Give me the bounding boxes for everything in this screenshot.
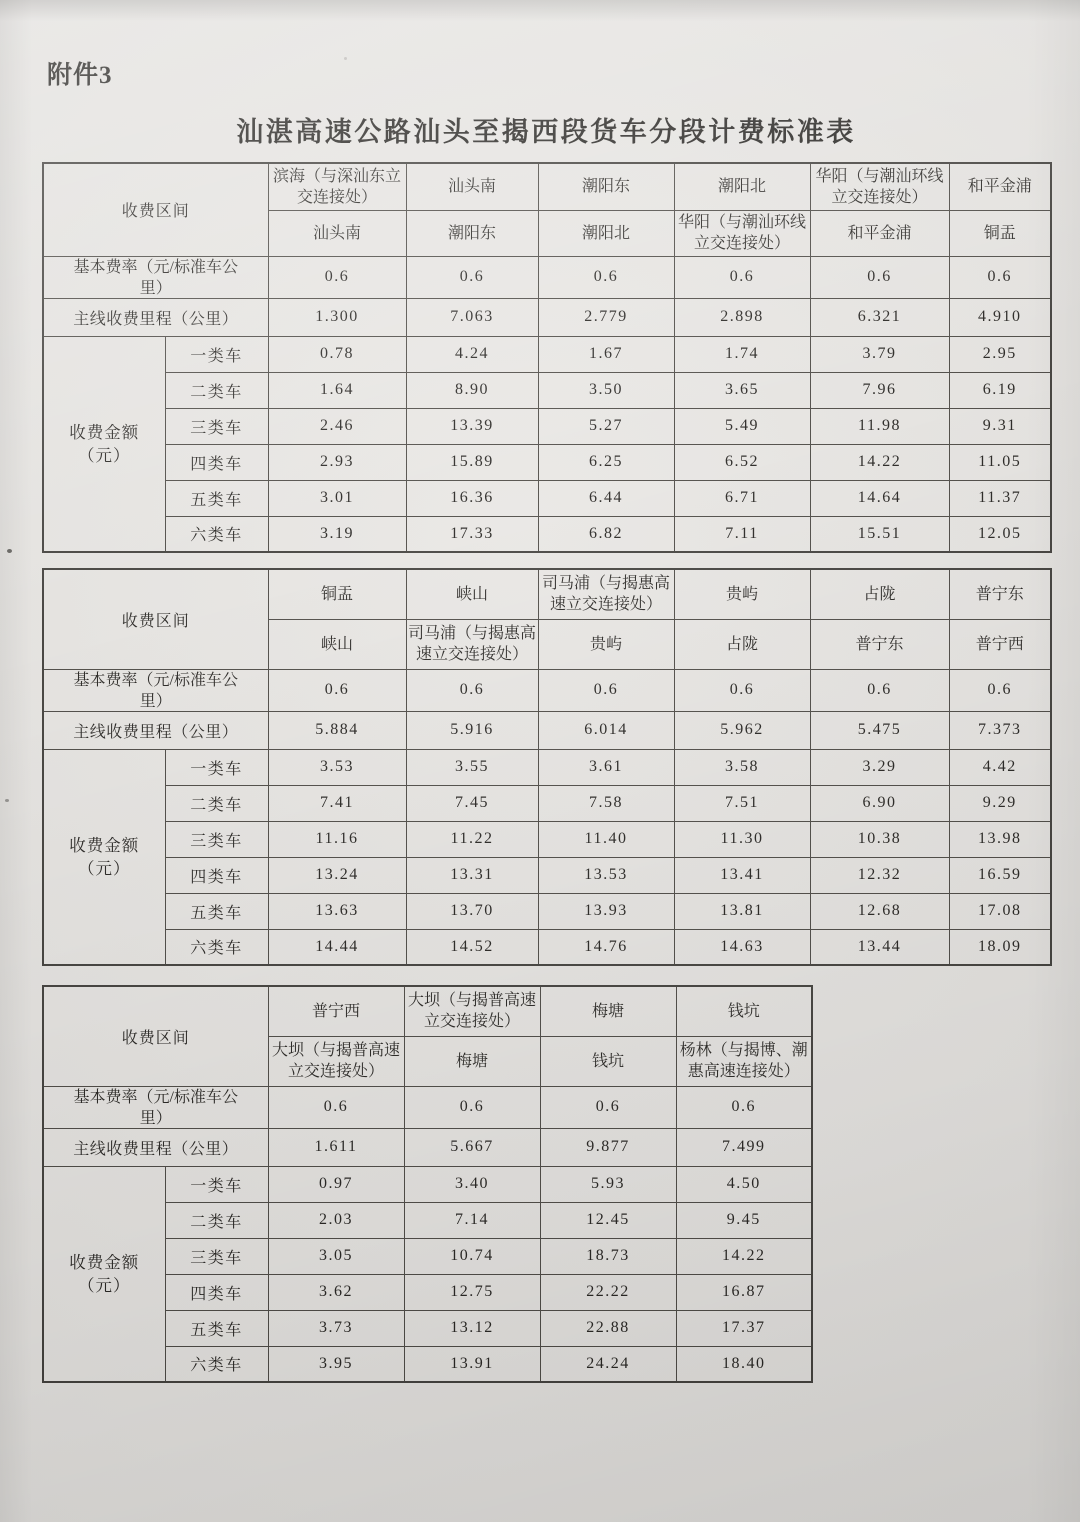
fee-value: 7.41 bbox=[268, 785, 406, 821]
from-station: 大坝（与揭普高速立交连接处） bbox=[404, 986, 540, 1036]
fee-value: 3.62 bbox=[268, 1274, 404, 1310]
to-station: 铜盂 bbox=[949, 210, 1051, 256]
mileage-value: 5.475 bbox=[810, 711, 949, 749]
fee-value: 17.08 bbox=[949, 893, 1051, 929]
fee-value: 1.64 bbox=[268, 372, 406, 408]
fee-value: 6.19 bbox=[949, 372, 1051, 408]
mileage-label: 主线收费里程（公里） bbox=[43, 711, 268, 749]
from-station: 潮阳东 bbox=[538, 163, 674, 210]
mileage-value: 5.667 bbox=[404, 1128, 540, 1166]
base-rate-value: 0.6 bbox=[538, 256, 674, 298]
to-station: 华阳（与潮汕环线立交连接处） bbox=[674, 210, 810, 256]
mileage-label: 主线收费里程（公里） bbox=[43, 298, 268, 336]
fee-value: 14.44 bbox=[268, 929, 406, 965]
attachment-label: 附件3 bbox=[47, 62, 113, 89]
vehicle-class-label: 三类车 bbox=[165, 408, 268, 444]
to-station: 司马浦（与揭惠高速立交连接处） bbox=[406, 619, 538, 669]
fee-value: 2.03 bbox=[268, 1202, 404, 1238]
to-station: 占陇 bbox=[674, 619, 810, 669]
fee-value: 17.33 bbox=[406, 516, 538, 552]
mileage-value: 5.916 bbox=[406, 711, 538, 749]
fee-value: 3.29 bbox=[810, 749, 949, 785]
toll-table-3 bbox=[42, 985, 813, 1383]
mileage-value: 1.300 bbox=[268, 298, 406, 336]
fee-value: 12.05 bbox=[949, 516, 1051, 552]
fee-value: 3.79 bbox=[810, 336, 949, 372]
to-station: 钱坑 bbox=[540, 1036, 676, 1086]
fee-value: 18.40 bbox=[676, 1346, 812, 1382]
fee-value: 13.12 bbox=[404, 1310, 540, 1346]
vehicle-class-label: 二类车 bbox=[165, 785, 268, 821]
to-station: 普宁西 bbox=[949, 619, 1051, 669]
to-station: 和平金浦 bbox=[810, 210, 949, 256]
base-rate-value: 0.6 bbox=[810, 256, 949, 298]
from-station: 华阳（与潮汕环线立交连接处） bbox=[810, 163, 949, 210]
fee-value: 17.37 bbox=[676, 1310, 812, 1346]
fee-value: 8.90 bbox=[406, 372, 538, 408]
vehicle-class-label: 一类车 bbox=[165, 749, 268, 785]
fee-value: 3.95 bbox=[268, 1346, 404, 1382]
fee-value: 14.22 bbox=[810, 444, 949, 480]
fee-value: 1.74 bbox=[674, 336, 810, 372]
fee-value: 13.70 bbox=[406, 893, 538, 929]
base-rate-value: 0.6 bbox=[810, 669, 949, 711]
section-header: 收费区间 bbox=[43, 986, 268, 1086]
scan-speck bbox=[5, 799, 9, 802]
fee-value: 13.31 bbox=[406, 857, 538, 893]
fee-value: 13.91 bbox=[404, 1346, 540, 1382]
base-rate-value: 0.6 bbox=[949, 256, 1051, 298]
base-rate-value: 0.6 bbox=[674, 669, 810, 711]
mileage-value: 6.014 bbox=[538, 711, 674, 749]
fee-value: 13.93 bbox=[538, 893, 674, 929]
fee-value: 18.73 bbox=[540, 1238, 676, 1274]
fee-value: 11.30 bbox=[674, 821, 810, 857]
fee-value: 0.97 bbox=[268, 1166, 404, 1202]
fee-value: 7.45 bbox=[406, 785, 538, 821]
fee-value: 7.51 bbox=[674, 785, 810, 821]
fee-value: 14.63 bbox=[674, 929, 810, 965]
fee-value: 3.65 bbox=[674, 372, 810, 408]
fee-value: 4.50 bbox=[676, 1166, 812, 1202]
from-station: 和平金浦 bbox=[949, 163, 1051, 210]
fee-value: 22.88 bbox=[540, 1310, 676, 1346]
fee-value: 6.52 bbox=[674, 444, 810, 480]
base-rate-value: 0.6 bbox=[406, 669, 538, 711]
vehicle-class-label: 三类车 bbox=[165, 1238, 268, 1274]
from-station: 普宁西 bbox=[268, 986, 404, 1036]
fee-value: 13.39 bbox=[406, 408, 538, 444]
fee-value: 3.61 bbox=[538, 749, 674, 785]
fee-value: 14.22 bbox=[676, 1238, 812, 1274]
fee-value: 3.53 bbox=[268, 749, 406, 785]
mileage-value: 2.779 bbox=[538, 298, 674, 336]
amount-label: 收费金额 （元） bbox=[43, 336, 165, 552]
fee-value: 12.75 bbox=[404, 1274, 540, 1310]
fee-value: 9.31 bbox=[949, 408, 1051, 444]
base-rate-value: 0.6 bbox=[268, 669, 406, 711]
fee-value: 6.82 bbox=[538, 516, 674, 552]
fee-value: 3.05 bbox=[268, 1238, 404, 1274]
fee-value: 3.19 bbox=[268, 516, 406, 552]
from-station: 普宁东 bbox=[949, 569, 1051, 619]
to-station: 潮阳北 bbox=[538, 210, 674, 256]
fee-value: 13.63 bbox=[268, 893, 406, 929]
toll-table-2 bbox=[42, 568, 1052, 966]
to-station: 普宁东 bbox=[810, 619, 949, 669]
base-rate-value: 0.6 bbox=[268, 256, 406, 298]
fee-value: 12.32 bbox=[810, 857, 949, 893]
mileage-value: 7.063 bbox=[406, 298, 538, 336]
base-rate-value: 0.6 bbox=[404, 1086, 540, 1128]
fee-value: 6.25 bbox=[538, 444, 674, 480]
fee-value: 5.93 bbox=[540, 1166, 676, 1202]
amount-label: 收费金额 （元） bbox=[43, 749, 165, 965]
vehicle-class-label: 四类车 bbox=[165, 1274, 268, 1310]
base-rate-label: 基本费率（元/标准车公 里） bbox=[43, 256, 268, 298]
mileage-value: 4.910 bbox=[949, 298, 1051, 336]
fee-value: 7.14 bbox=[404, 1202, 540, 1238]
fee-value: 3.40 bbox=[404, 1166, 540, 1202]
fee-value: 7.58 bbox=[538, 785, 674, 821]
base-rate-value: 0.6 bbox=[538, 669, 674, 711]
section-header: 收费区间 bbox=[43, 569, 268, 669]
fee-value: 13.24 bbox=[268, 857, 406, 893]
base-rate-value: 0.6 bbox=[949, 669, 1051, 711]
fee-value: 3.73 bbox=[268, 1310, 404, 1346]
fee-value: 10.38 bbox=[810, 821, 949, 857]
vehicle-class-label: 六类车 bbox=[165, 1346, 268, 1382]
fee-value: 9.29 bbox=[949, 785, 1051, 821]
base-rate-value: 0.6 bbox=[406, 256, 538, 298]
fee-value: 11.05 bbox=[949, 444, 1051, 480]
vehicle-class-label: 一类车 bbox=[165, 1166, 268, 1202]
fee-value: 14.64 bbox=[810, 480, 949, 516]
fee-value: 13.41 bbox=[674, 857, 810, 893]
fee-value: 11.98 bbox=[810, 408, 949, 444]
to-station: 汕头南 bbox=[268, 210, 406, 256]
fee-value: 10.74 bbox=[404, 1238, 540, 1274]
base-rate-value: 0.6 bbox=[674, 256, 810, 298]
vehicle-class-label: 二类车 bbox=[165, 372, 268, 408]
base-rate-value: 0.6 bbox=[268, 1086, 404, 1128]
fee-value: 22.22 bbox=[540, 1274, 676, 1310]
mileage-value: 2.898 bbox=[674, 298, 810, 336]
scan-speck bbox=[344, 57, 347, 60]
fee-value: 11.16 bbox=[268, 821, 406, 857]
to-station: 大坝（与揭普高速立交连接处） bbox=[268, 1036, 404, 1086]
from-station: 司马浦（与揭惠高速立交连接处） bbox=[538, 569, 674, 619]
fee-value: 4.24 bbox=[406, 336, 538, 372]
fee-value: 3.58 bbox=[674, 749, 810, 785]
fee-value: 2.95 bbox=[949, 336, 1051, 372]
fee-value: 5.49 bbox=[674, 408, 810, 444]
base-rate-label: 基本费率（元/标准车公 里） bbox=[43, 1086, 268, 1128]
to-station: 梅塘 bbox=[404, 1036, 540, 1086]
fee-value: 0.78 bbox=[268, 336, 406, 372]
fee-value: 6.44 bbox=[538, 480, 674, 516]
to-station: 峡山 bbox=[268, 619, 406, 669]
fee-value: 12.68 bbox=[810, 893, 949, 929]
vehicle-class-label: 一类车 bbox=[165, 336, 268, 372]
vehicle-class-label: 六类车 bbox=[165, 516, 268, 552]
scan-speck bbox=[7, 549, 12, 553]
fee-value: 2.46 bbox=[268, 408, 406, 444]
fee-value: 7.11 bbox=[674, 516, 810, 552]
base-rate-label: 基本费率（元/标准车公 里） bbox=[43, 669, 268, 711]
from-station: 占陇 bbox=[810, 569, 949, 619]
fee-value: 13.81 bbox=[674, 893, 810, 929]
page-title: 汕湛高速公路汕头至揭西段货车分段计费标准表 bbox=[236, 117, 856, 147]
base-rate-value: 0.6 bbox=[540, 1086, 676, 1128]
from-station: 潮阳北 bbox=[674, 163, 810, 210]
fee-value: 1.67 bbox=[538, 336, 674, 372]
mileage-value: 6.321 bbox=[810, 298, 949, 336]
fee-value: 13.44 bbox=[810, 929, 949, 965]
fee-value: 18.09 bbox=[949, 929, 1051, 965]
fee-value: 16.36 bbox=[406, 480, 538, 516]
toll-table-1 bbox=[42, 162, 1052, 553]
vehicle-class-label: 五类车 bbox=[165, 1310, 268, 1346]
to-station: 贵屿 bbox=[538, 619, 674, 669]
fee-value: 13.98 bbox=[949, 821, 1051, 857]
fee-value: 3.01 bbox=[268, 480, 406, 516]
to-station: 杨林（与揭博、潮惠高速连接处） bbox=[676, 1036, 812, 1086]
mileage-value: 7.373 bbox=[949, 711, 1051, 749]
vehicle-class-label: 五类车 bbox=[165, 480, 268, 516]
to-station: 潮阳东 bbox=[406, 210, 538, 256]
vehicle-class-label: 六类车 bbox=[165, 929, 268, 965]
base-rate-value: 0.6 bbox=[676, 1086, 812, 1128]
from-station: 梅塘 bbox=[540, 986, 676, 1036]
fee-value: 2.93 bbox=[268, 444, 406, 480]
fee-value: 6.90 bbox=[810, 785, 949, 821]
fee-value: 16.59 bbox=[949, 857, 1051, 893]
vehicle-class-label: 四类车 bbox=[165, 444, 268, 480]
mileage-value: 5.884 bbox=[268, 711, 406, 749]
fee-value: 4.42 bbox=[949, 749, 1051, 785]
mileage-value: 7.499 bbox=[676, 1128, 812, 1166]
fee-value: 15.89 bbox=[406, 444, 538, 480]
fee-value: 9.45 bbox=[676, 1202, 812, 1238]
fee-value: 11.40 bbox=[538, 821, 674, 857]
vehicle-class-label: 三类车 bbox=[165, 821, 268, 857]
fee-value: 16.87 bbox=[676, 1274, 812, 1310]
fee-value: 13.53 bbox=[538, 857, 674, 893]
fee-value: 6.71 bbox=[674, 480, 810, 516]
amount-label: 收费金额 （元） bbox=[43, 1166, 165, 1382]
mileage-value: 5.962 bbox=[674, 711, 810, 749]
from-station: 贵屿 bbox=[674, 569, 810, 619]
fee-value: 12.45 bbox=[540, 1202, 676, 1238]
fee-value: 11.22 bbox=[406, 821, 538, 857]
from-station: 滨海（与深汕东立交连接处） bbox=[268, 163, 406, 210]
fee-value: 3.50 bbox=[538, 372, 674, 408]
fee-value: 14.52 bbox=[406, 929, 538, 965]
vehicle-class-label: 二类车 bbox=[165, 1202, 268, 1238]
fee-value: 11.37 bbox=[949, 480, 1051, 516]
mileage-value: 1.611 bbox=[268, 1128, 404, 1166]
mileage-label: 主线收费里程（公里） bbox=[43, 1128, 268, 1166]
from-station: 汕头南 bbox=[406, 163, 538, 210]
mileage-value: 9.877 bbox=[540, 1128, 676, 1166]
vehicle-class-label: 四类车 bbox=[165, 857, 268, 893]
fee-value: 15.51 bbox=[810, 516, 949, 552]
fee-value: 7.96 bbox=[810, 372, 949, 408]
from-station: 钱坑 bbox=[676, 986, 812, 1036]
vehicle-class-label: 五类车 bbox=[165, 893, 268, 929]
fee-value: 5.27 bbox=[538, 408, 674, 444]
fee-value: 3.55 bbox=[406, 749, 538, 785]
fee-value: 24.24 bbox=[540, 1346, 676, 1382]
fee-value: 14.76 bbox=[538, 929, 674, 965]
section-header: 收费区间 bbox=[43, 163, 268, 256]
from-station: 峡山 bbox=[406, 569, 538, 619]
from-station: 铜盂 bbox=[268, 569, 406, 619]
